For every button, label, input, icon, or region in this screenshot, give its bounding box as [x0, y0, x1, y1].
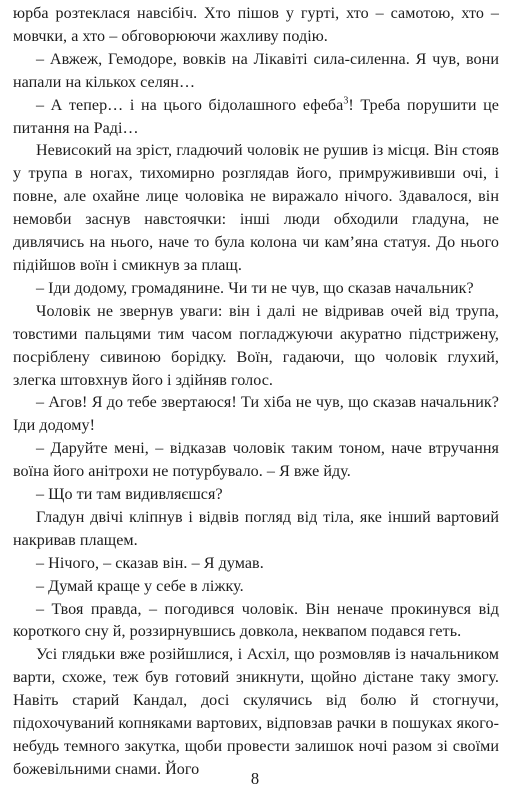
body-text [13, 3, 499, 782]
paragraph-11: – Нічого, – сказав він. – Я думав. [36, 554, 264, 572]
paragraph-12: – Думай краще у себе в ліжку. [36, 577, 244, 595]
paragraph-7: – Агов! Я до тебе звертаюся! Ти хіба не чув, що сказав начальник? Іди додому! [13, 394, 499, 435]
paragraph-14: Усі глядьки вже розійшлися, і Асхіл, що розмовляв із начальником варти, схоже, теж був готовий зникнути, щойно дістане таку змогу. Навіть старий Кандал, досі скулячись від болю й стогнучи, підохочуваний копняками вартових, відповзав рачки в пошуках якого-небудь темного закутка, щоби провести залишок ночі разом зі своїми божевільними снами. Його [13, 646, 499, 778]
paragraph-5: – Іди додому, громадянине. Чи ти не чув, що сказав начальник? [36, 279, 474, 297]
paragraph-9: – Що ти там видивляєшся? [36, 486, 223, 504]
paragraph-2: – Авжеж, Гемодоре, вовків на Лікавіті сила-силенна. Я чув, вони напали на кількох селян… [13, 50, 499, 91]
footnote-marker: 3 [343, 95, 349, 107]
paragraph-10: Гладун двічі кліпнув і відвів погляд від тіла, яке інший вартовий накривав плащем. [13, 508, 499, 549]
paragraph-13: – Твоя правда, – погодився чоловік. Він неначе прокинувся від короткого сну й, роззирнувшись довкола, неквапом подався геть. [13, 600, 499, 641]
paragraph-3-text-after: ! Треба порушити це питання на Раді… [13, 96, 499, 137]
paragraph-4: Невисокий на зріст, гладючий чоловік не рушив із місця. Він стояв у трупа в ногах, тихомирно розглядав його, примружививши очі, і повне, але охайне лице чоловіка не виражало нічого. Здавалося, він немовби заснув навстоячки: інші люди обходили гладуна, не дивлячись на нього, наче то була колона чи кам’яна статуя. До нього підійшов воїн і смикнув за плащ. [13, 142, 499, 274]
paragraph-8: – Даруйте мені, – відказав чоловік таким тоном, наче втручання воїна його анітрохи не потурбувало. – Я вже йду. [13, 440, 499, 481]
paragraph-6: Чоловік не звернув уваги: він і далі не відривав очей від трупа, товстими пальцями тим часом погладжуючи акуратно підстрижену, посріблену сивиною борідку. Воїн, гадаючи, що чоловік глухий, злегка штовхнув його і здійняв голос. [13, 302, 499, 389]
paragraph-3-text: – А тепер… і на цього бідолашного ефеба [36, 96, 344, 114]
paragraph-1: юрба розтеклася навсібіч. Хто пішов у гурті, хто – самотою, хто – мовчки, а хто – обговорюючи жахливу подію. [13, 5, 499, 45]
page-number: 8 [250, 769, 260, 788]
paragraph-3 [13, 95, 499, 141]
